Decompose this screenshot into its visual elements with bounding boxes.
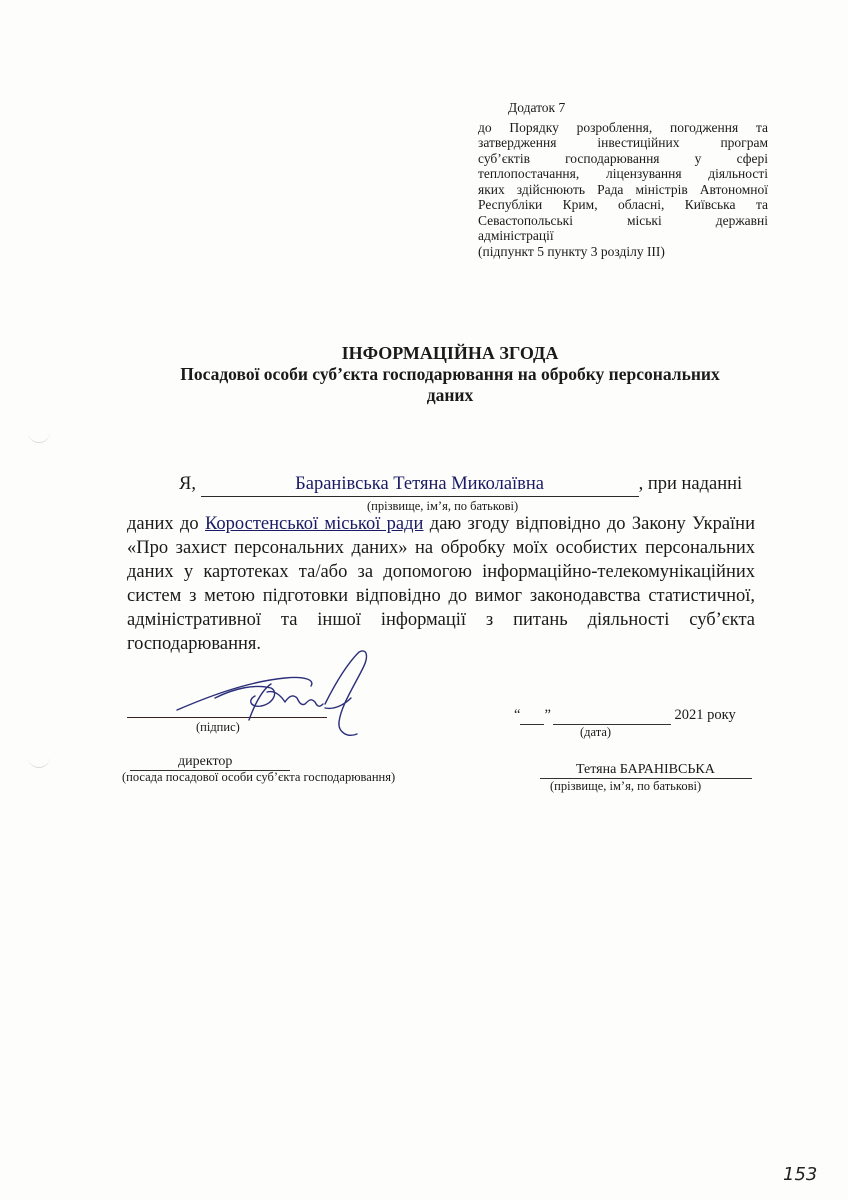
statement-suffix: , при наданні — [638, 474, 743, 494]
date-month-blank — [553, 707, 671, 725]
date-year: 2021 року — [670, 707, 736, 723]
position-value: директор — [130, 754, 290, 771]
annex-title: Додаток 7 — [508, 100, 566, 115]
signer-name-caption: (прізвище, ім’я, по батькові) — [550, 779, 702, 793]
date-day-blank — [520, 707, 544, 725]
annex-header — [478, 100, 768, 259]
date-close-quote: ” — [544, 707, 551, 723]
annex-reference: (підпункт 5 пункту 3 розділу ІІІ) — [478, 243, 665, 259]
statement-prefix: Я, — [179, 474, 201, 494]
annex-text — [478, 120, 768, 244]
statement-first-line — [127, 472, 755, 513]
statement-text: даю згоду відповідно до Закону України — [423, 514, 755, 534]
statement-row: систем з метою підготовки відповідно до вимог законодавства статистичної, — [127, 586, 755, 606]
signer-name-field — [540, 762, 752, 779]
date-open-quote: “ — [514, 707, 521, 723]
consent-statement — [127, 472, 755, 656]
position-caption: (посада посадової особи суб’єкта господарювання) — [122, 770, 396, 784]
full-name-value: Баранівська Тетяна Миколаївна — [295, 474, 545, 494]
signer-name-value: Тетяна БАРАНІВСЬКА — [540, 762, 752, 779]
title-subheading: Посадової особи суб’єкта господарювання на обробку персональних — [180, 364, 720, 384]
annex-line: суб’єктів господарювання у сфері — [478, 150, 768, 166]
statement-text: даних до — [127, 514, 205, 534]
annex-line: до Порядку розроблення, погодження та — [478, 119, 768, 135]
statement-paragraph — [127, 512, 755, 656]
statement-row: господарювання. — [127, 634, 261, 654]
annex-line: Севастопольські міські державні — [478, 212, 768, 228]
signature-caption: (підпис) — [196, 720, 240, 734]
statement-row: адміністративної та іншої інформації з питань діяльності суб’єкта — [127, 610, 755, 630]
date-caption: (дата) — [580, 725, 612, 739]
binding-mark — [28, 430, 50, 443]
title-heading: ІНФОРМАЦІЙНА ЗГОДА — [341, 343, 559, 363]
binding-mark — [28, 755, 50, 768]
annex-line: теплопостачання, ліцензування діяльності — [478, 166, 768, 181]
council-name: Коростенської міської ради — [204, 514, 424, 534]
title-subheading-cont: даних — [426, 385, 474, 405]
statement-row: «Про захист персональних даних» на обробку моїх особистих персональних — [127, 538, 755, 558]
annex-line: Республіки Крим, обласні, Київська та — [478, 197, 768, 212]
annex-line: яких здійснюють Рада міністрів Автономної — [478, 181, 768, 197]
full-name-field — [201, 472, 639, 497]
position-field — [122, 754, 290, 771]
statement-row: даних у картотеках та/або за допомогою інформаційно-телекомунікаційних — [127, 562, 755, 582]
date-field — [514, 707, 736, 725]
full-name-caption: (прізвище, ім’я, по батькові) — [367, 499, 519, 513]
statement-row — [127, 512, 755, 536]
annex-line: адміністрації — [478, 228, 554, 243]
document-title — [100, 342, 800, 406]
page-number: 153 — [783, 1164, 818, 1185]
annex-line: затвердження інвестиційних програм — [478, 135, 768, 150]
